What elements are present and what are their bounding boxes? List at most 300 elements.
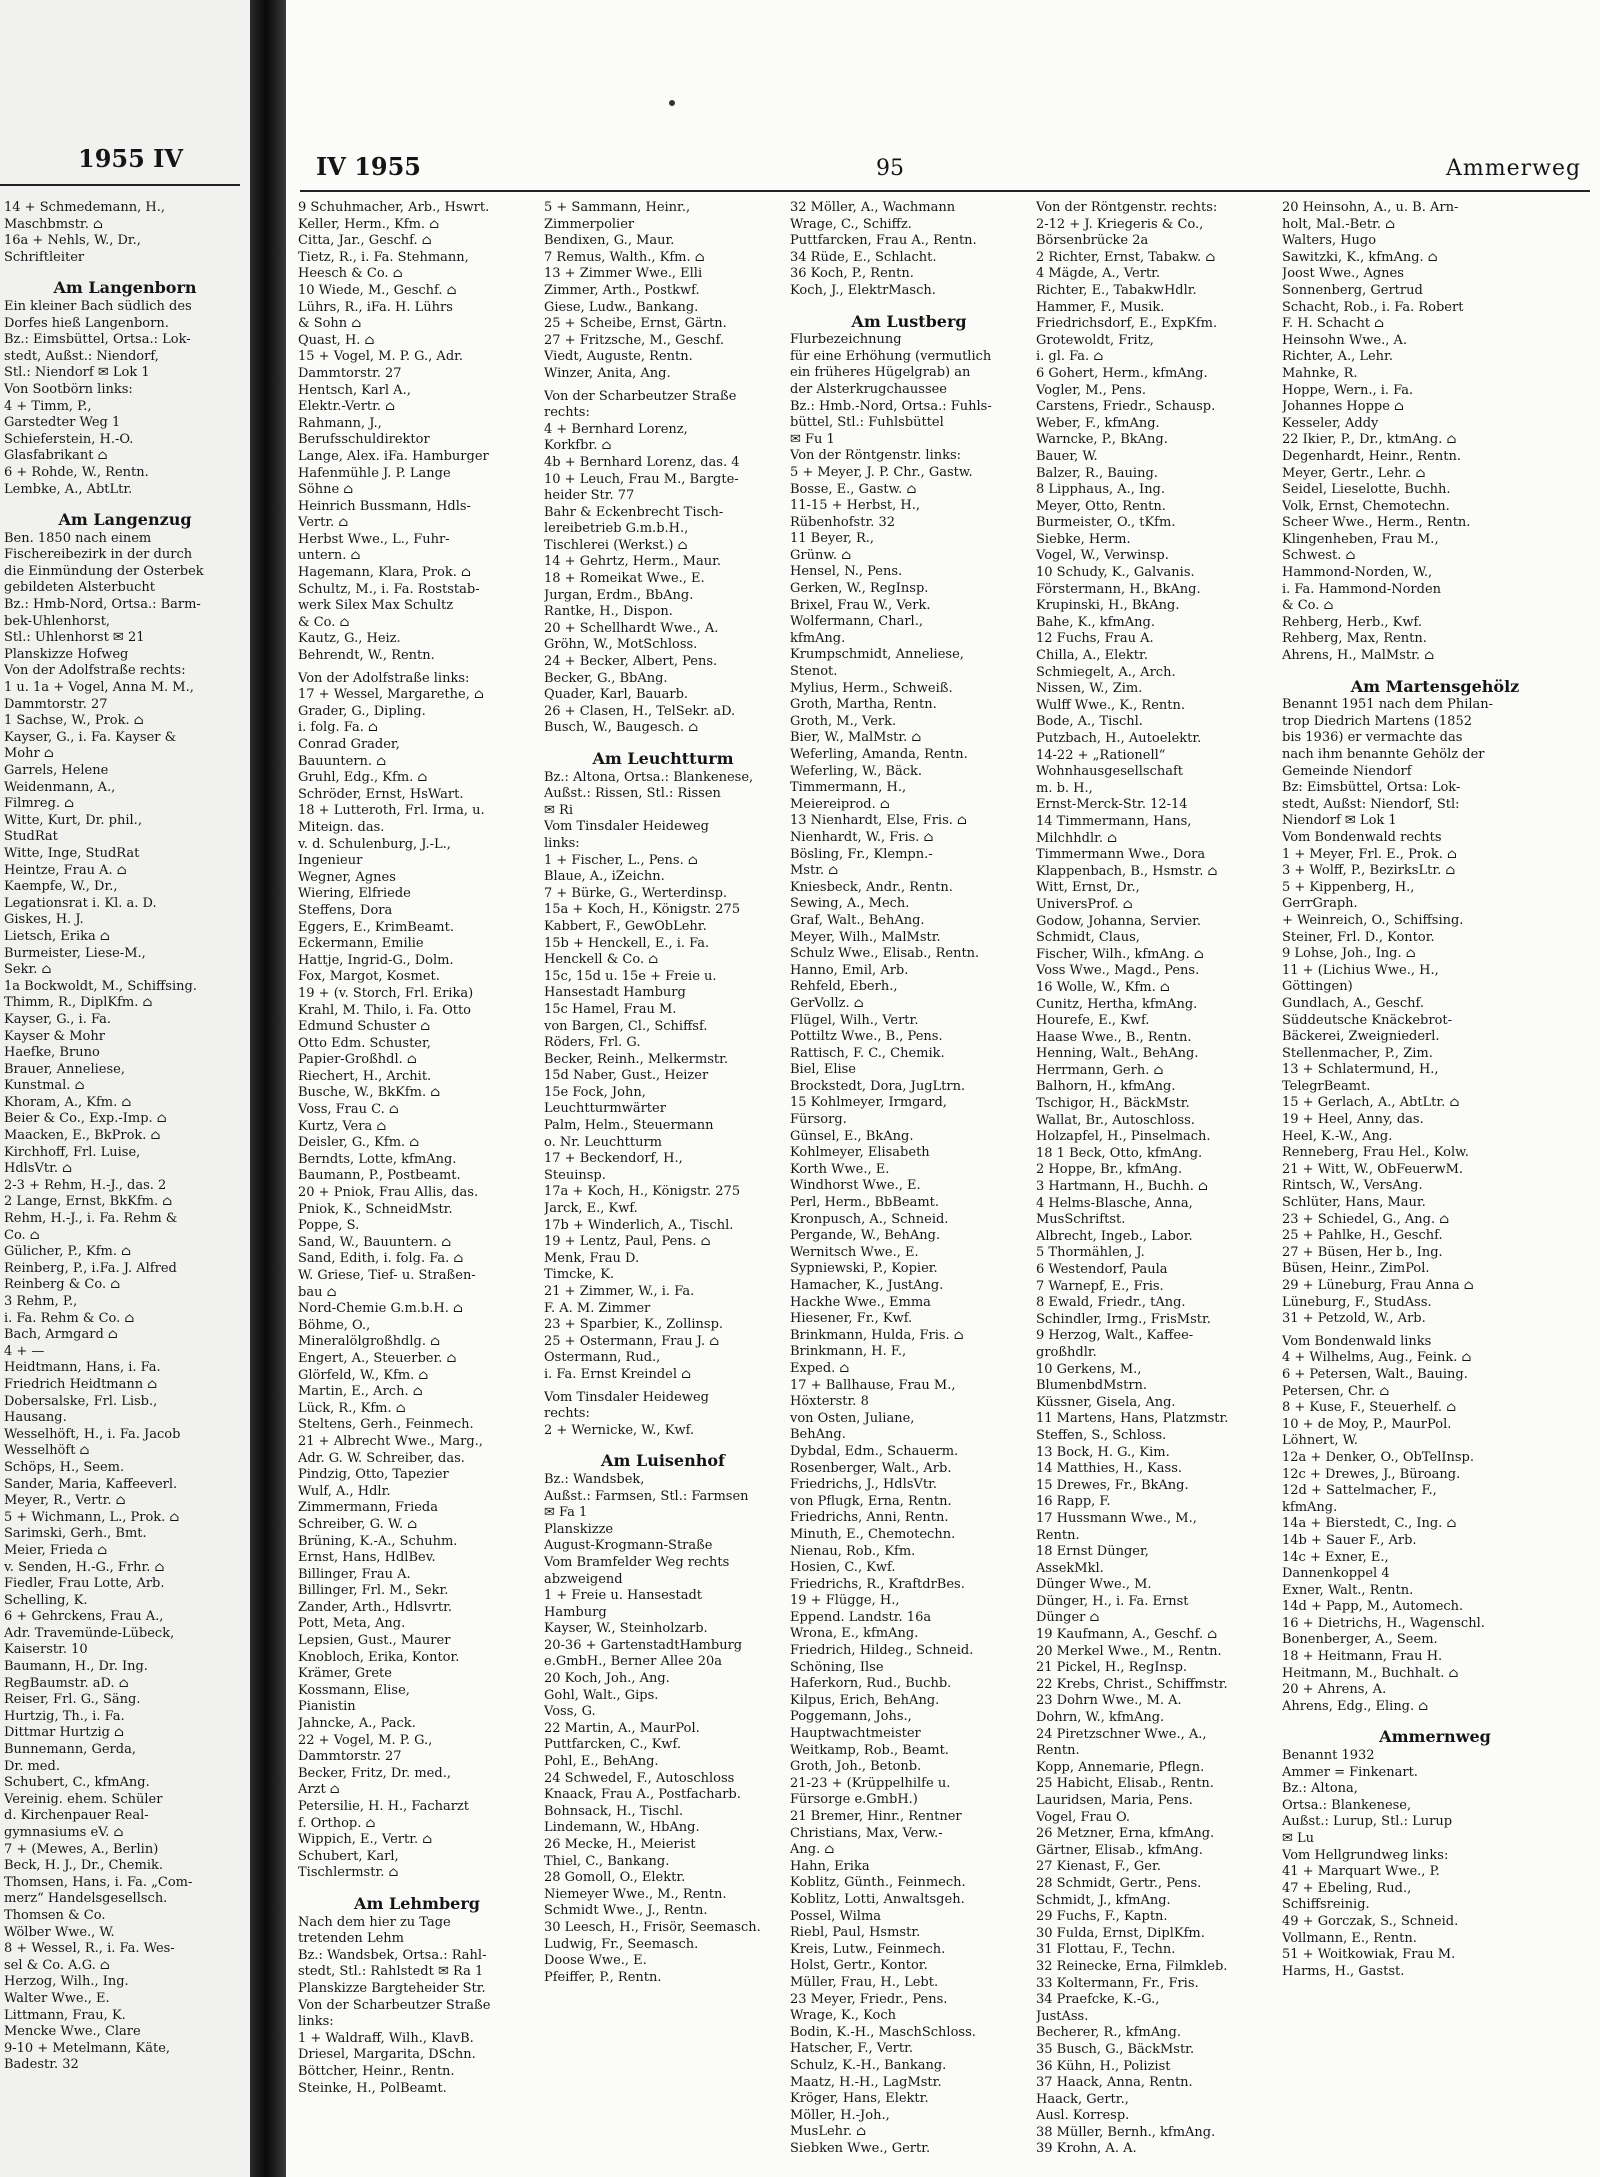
directory-entry: Ernst, Hans, HdlBev. [298, 1550, 436, 1566]
directory-entry: Bz.: Altona, Ortsa.: Blankenese, [544, 769, 754, 785]
directory-entry: Steiner, Frl. D., Kontor. [1282, 929, 1435, 945]
directory-entry: F. H. Schacht ⌂ [1282, 316, 1385, 332]
directory-entry: Walter Wwe., E. [4, 1990, 110, 2006]
directory-entry: i. Fa. Rehm & Co. ⌂ [4, 1310, 135, 1326]
directory-entry: Hafenmühle J. P. Lange [298, 465, 451, 481]
directory-entry: 15d Naber, Gust., Heizer [544, 1068, 709, 1084]
directory-entry: 3 + Wolff, P., BezirksLtr. ⌂ [1282, 863, 1456, 879]
directory-entry: Heinrich Bussmann, Hdls- [298, 498, 471, 514]
directory-entry: 7 Warnepf, E., Fris. [1036, 1278, 1164, 1294]
directory-entry: 4 + Wilhelms, Aug., Feink. ⌂ [1282, 1350, 1472, 1366]
directory-entry: Blaue, A., iZeichn. [544, 869, 665, 885]
directory-entry: 49 + Gorczak, S., Schneid. [1282, 1913, 1459, 1929]
directory-entry: 24 Schwedel, F., Autoschloss [544, 1770, 735, 1786]
directory-entry: Müller, Frau, H., Lebt. [790, 1974, 939, 1990]
directory-entry: Bz.: Wandsbek, [544, 1471, 645, 1487]
directory-entry: Dr. med. [4, 1758, 60, 1774]
directory-entry: Bz.: Hmb-Nord, Ortsa.: Barm- [4, 597, 201, 613]
directory-entry: Von der Adolfstraße links: [298, 670, 470, 686]
directory-entry: 8 Lipphaus, A., Ing. [1036, 482, 1166, 498]
spacer [544, 1439, 782, 1445]
directory-entry: Nienau, Rob., Kfm. [790, 1543, 916, 1559]
directory-entry: Voss, Frau C. ⌂ [298, 1102, 399, 1118]
directory-entry: 13 + Zimmer Wwe., Elli [544, 266, 703, 282]
directory-entry: Legationsrat i. Kl. a. D. [4, 895, 157, 911]
directory-entry: Vertr. ⌂ [298, 515, 349, 531]
directory-entry: 5 Thormählen, J. [1036, 1245, 1145, 1261]
directory-entry: Vom Tinsdaler Heideweg [544, 819, 709, 835]
directory-entry: Ludwig, Fr., Seemasch. [544, 1936, 699, 1952]
directory-entry: Wölber Wwe., W. [4, 1924, 115, 1940]
directory-entry: 22 Martin, A., MaurPol. [544, 1720, 700, 1736]
directory-entry: Hoppe, Wern., i. Fa. [1282, 382, 1414, 398]
directory-entry: Zimmermann, Frieda [298, 1500, 438, 1516]
directory-entry: 4 Mägde, A., Vertr. [1036, 266, 1161, 282]
directory-entry: HdlsVtr. ⌂ [4, 1161, 73, 1177]
directory-entry: Kayser, W., Steinholzarb. [544, 1621, 708, 1637]
directory-entry: Poggemann, Johs., [790, 1709, 912, 1725]
directory-entry: Kautz, G., Heiz. [298, 631, 401, 647]
directory-entry: Herzog, Wilh., Ing. [4, 1974, 129, 1990]
directory-entry: 10 + de Moy, P., MaurPol. [1282, 1416, 1452, 1432]
directory-entry: 21 + Witt, W., ObFeuerwM. [1282, 1161, 1464, 1177]
directory-entry: Conrad Grader, [298, 737, 400, 752]
directory-entry: Brinkmann, H. F., [790, 1344, 907, 1360]
directory-entry: Timmermann Wwe., Dora [1036, 847, 1206, 863]
directory-entry: Witte, Kurt, Dr. phil., [4, 812, 142, 828]
directory-entry: Kayser, G., i. Fa. Kayser & [4, 729, 177, 745]
directory-entry: Holst, Gertr., Kontor. [790, 1958, 928, 1974]
directory-entry: Herrmann, Gerh. ⌂ [1036, 1062, 1164, 1078]
directory-entry: Billinger, Frl. M., Sekr. [298, 1583, 449, 1599]
directory-entry: Stl.: Uhlenhorst ✉ 21 [4, 630, 145, 646]
directory-entry: BehAng. [790, 1427, 846, 1443]
directory-entry: Burmeister, Liese-M., [4, 945, 146, 961]
directory-entry: 2-12 + J. Kriegeris & Co., [1036, 216, 1204, 232]
directory-entry: Schieferstein, H.-O. [4, 431, 134, 447]
directory-entry: Ammer = Finkenart. [1282, 1764, 1418, 1780]
directory-entry: von Bargen, Cl., Schiffsf. [544, 1018, 708, 1034]
directory-entry: 2 + Wernicke, W., Kwf. [544, 1422, 695, 1438]
directory-entry: Reinberg & Co. ⌂ [4, 1277, 121, 1293]
directory-entry: Winzer, Anita, Ang. [544, 365, 671, 381]
directory-entry: Wrona, E., kfmAng. [790, 1626, 919, 1642]
right-page [286, 0, 1600, 2177]
directory-entry: 21-23 + (Krüppelhilfe u. [790, 1775, 951, 1791]
directory-entry: Lührs, R., iFa. H. Lührs [298, 299, 453, 315]
directory-entry: Hammond-Norden, W., [1282, 565, 1433, 581]
directory-entry: 4 + Bernhard Lorenz, [544, 421, 688, 437]
directory-entry: Puttfarcken, C., Kwf. [544, 1737, 682, 1753]
directory-entry: Vollmann, E., Rentn. [1282, 1930, 1417, 1946]
directory-entry: 19 + Flügge, H., [790, 1593, 900, 1609]
directory-entry: Dobersalske, Frl. Lisb., [4, 1393, 158, 1409]
directory-entry: Schmidt, J., kfmAng. [1036, 1892, 1171, 1908]
directory-entry: Rosenberger, Walt., Arb. [790, 1460, 952, 1476]
directory-entry: Schlüter, Hans, Maur. [1282, 1195, 1426, 1211]
directory-entry: AssekMkl. [1036, 1560, 1104, 1576]
directory-entry: Außst.: Rissen, Stl.: Rissen [544, 786, 721, 802]
directory-entry: 9 Herzog, Walt., Kaffee- [1036, 1328, 1194, 1344]
directory-entry: Littmann, Frau, K. [4, 2007, 126, 2023]
directory-entry: Khoram, A., Kfm. ⌂ [4, 1094, 132, 1110]
directory-entry: Becherer, R., kfmAng. [1036, 2025, 1181, 2041]
directory-entry: ein früheres Hügelgrab) an [790, 365, 971, 381]
directory-entry: Adr. Travemünde-Lübeck, [4, 1625, 175, 1641]
directory-entry: Benannt 1932 [1282, 1748, 1375, 1764]
directory-entry: Gärtner, Elisab., kfmAng. [1036, 1842, 1203, 1858]
directory-entry: Putzbach, H., Autoelektr. [1036, 731, 1202, 746]
directory-entry: Wippich, E., Vertr. ⌂ [298, 1832, 433, 1848]
directory-entry: Wallat, Br., Autoschloss. [1036, 1112, 1195, 1128]
directory-entry: Wulff Wwe., K., Rentn. [1036, 697, 1186, 713]
directory-entry: Kurtz, Vera ⌂ [298, 1118, 387, 1134]
directory-entry: d. Kirchenpauer Real- [4, 1808, 149, 1824]
directory-entry: Bösling, Fr., Klempn.- [790, 846, 933, 862]
directory-entry: 13 Nienhardt, Else, Fris. ⌂ [790, 813, 967, 829]
directory-entry: Kröger, Hans, Elektr. [790, 2091, 929, 2107]
directory-entry: 15 + Vogel, M. P. G., Adr. [298, 349, 464, 365]
directory-entry: Siebken Wwe., Gertr. [790, 2140, 931, 2156]
directory-entry: 23 + Sparbier, K., Zollinsp. [544, 1317, 724, 1333]
directory-entry: 15 Drewes, Fr., BkAng. [1036, 1477, 1189, 1493]
directory-entry: 8 + Wessel, R., i. Fa. Wes- [4, 1941, 175, 1957]
directory-entry: gebildeten Alsterbucht [4, 580, 156, 596]
directory-entry: 14 Timmermann, Hans, [1036, 813, 1192, 829]
directory-entry: F. A. M. Zimmer [544, 1300, 651, 1316]
directory-entry: Kohlmeyer, Elisabeth [790, 1145, 930, 1161]
directory-entry: Fox, Margot, Kosmet. [298, 969, 440, 985]
directory-entry: Mahnke, R. [1282, 365, 1358, 381]
directory-entry: Holzapfel, H., Pinselmach. [1036, 1129, 1211, 1145]
directory-entry: 7 Remus, Walth., Kfm. ⌂ [544, 249, 705, 265]
directory-entry: Schultz, M., i. Fa. Roststab- [298, 581, 480, 597]
street-heading: Am Lehmberg [354, 1893, 480, 1913]
right-page-header-rule [300, 190, 1590, 192]
directory-entry: Ben. 1850 nach einem [4, 530, 152, 546]
directory-entry: Joost Wwe., Agnes [1282, 266, 1404, 282]
directory-entry: Elektr.-Vertr. ⌂ [298, 399, 396, 415]
directory-entry: Heintze, Frau A. ⌂ [4, 862, 127, 878]
directory-entry: Schulz Wwe., Elisab., Rentn. [790, 946, 980, 962]
directory-entry: Steffens, Dora [298, 902, 393, 918]
directory-entry: 11 Martens, Hans, Platzmstr. [1036, 1411, 1229, 1427]
directory-entry: Günsel, E., BkAng. [790, 1128, 914, 1144]
directory-entry: 26 Mecke, H., Meierist [544, 1837, 696, 1852]
directory-entry: Sekr. ⌂ [4, 962, 52, 978]
directory-entry: o. Nr. Leuchtturm [544, 1134, 663, 1150]
directory-entry: 12a + Denker, O., ObTelInsp. [1282, 1449, 1474, 1465]
directory-entry: Sand, Edith, i. folg. Fa. ⌂ [298, 1251, 464, 1267]
street-column-3 [790, 200, 1028, 2160]
directory-entry: Kaempfe, W., Dr., [4, 879, 118, 895]
directory-entry: Vogel, Frau O. [1036, 1809, 1130, 1825]
directory-entry: Volk, Ernst, Chemotechn. [1282, 498, 1450, 514]
directory-entry: 15c Hamel, Frau M. [544, 1001, 677, 1017]
directory-entry: 14c + Exner, E., [1282, 1549, 1389, 1565]
directory-entry: 16 Wolle, W., Kfm. ⌂ [1036, 979, 1170, 995]
directory-entry: Wohnhausgesellschaft [1036, 764, 1184, 780]
directory-entry: Weidenmann, A., [4, 779, 116, 795]
directory-entry: 11-15 + Herbst, H., [790, 498, 920, 514]
directory-entry: i. Fa. Hammond-Norden [1282, 581, 1442, 597]
directory-entry: 26 Metzner, Erna, kfmAng. [1036, 1826, 1215, 1842]
directory-entry: Beck, H. J., Dr., Chemik. [4, 1858, 163, 1874]
directory-entry: Weber, F., kfmAng. [1036, 415, 1160, 431]
directory-entry: Von der Scharbeutzer Straße [544, 388, 737, 404]
directory-entry: Böhme, O., [298, 1317, 371, 1333]
directory-entry: 2 Richter, Ernst, Tabakw. ⌂ [1036, 249, 1216, 265]
directory-entry: 8 + Kuse, F., Steuerhelf. ⌂ [1282, 1400, 1457, 1416]
directory-entry: i. Fa. Ernst Kreindel ⌂ [544, 1366, 692, 1382]
directory-entry: 41 + Marquart Wwe., P. [1282, 1864, 1440, 1880]
directory-entry: der Alsterkrugchaussee [790, 381, 948, 397]
directory-entry: Behrendt, W., Rentn. [298, 648, 435, 664]
directory-entry: 20 + Schellhardt Wwe., A. [544, 620, 719, 636]
directory-entry: Fischer, Wilh., kfmAng. ⌂ [1036, 946, 1204, 962]
directory-entry: Puttfarcken, Frau A., Rentn. [790, 233, 977, 249]
spacer [1282, 665, 1588, 671]
directory-entry: 28 Gomoll, O., Elektr. [544, 1870, 686, 1886]
directory-entry: Gohl, Walt., Gips. [544, 1687, 659, 1703]
directory-entry: 14a + Bierstedt, C., Ing. ⌂ [1282, 1516, 1457, 1532]
directory-entry: Garstedter Weg 1 [4, 415, 121, 431]
directory-entry: Richter, E., TabakwHdlr. [1036, 282, 1197, 298]
directory-entry: Kaiserstr. 10 [4, 1642, 88, 1658]
directory-entry: Glasfabrikant ⌂ [4, 448, 108, 464]
directory-entry: 21 Bremer, Hinr., Rentner [790, 1809, 962, 1824]
directory-entry: stedt, Außst: Niendorf, Stl: [1282, 796, 1460, 812]
directory-entry: 13 Bock, H. G., Kim. [1036, 1444, 1170, 1460]
directory-entry: Ingenieur [298, 853, 363, 869]
directory-entry: Bäckerei, Zweigniederl. [1282, 1029, 1440, 1045]
directory-entry: Gerken, W., RegInsp. [790, 581, 929, 597]
directory-entry: 18 Ernst Dünger, [1036, 1544, 1149, 1560]
directory-entry: Fürsorge e.GmbH.) [790, 1792, 918, 1808]
directory-entry: 4 + Timm, P., [4, 398, 92, 414]
directory-entry: Timmermann, H., [790, 780, 907, 796]
directory-entry: 7 + (Mewes, A., Berlin) [4, 1841, 159, 1857]
directory-entry: 7 + Bürke, G., Werterdinsp. [544, 885, 728, 901]
directory-entry: Pott, Meta, Ang. [298, 1616, 406, 1632]
directory-entry: Badestr. 32 [4, 2057, 79, 2073]
directory-entry: Zimmerpolier [544, 216, 635, 232]
directory-entry: Brinkmann, Hulda, Fris. ⌂ [790, 1327, 964, 1343]
directory-entry: Menk, Frau D. [544, 1250, 640, 1266]
directory-entry: Riechert, H., Archit. [298, 1068, 432, 1084]
right-page-header-left: IV 1955 [316, 152, 421, 181]
directory-entry: 21 + Albrecht Wwe., Marg., [298, 1433, 483, 1449]
directory-entry: Klappenbach, B., Hsmstr. ⌂ [1036, 863, 1218, 879]
directory-entry: bau ⌂ [298, 1284, 337, 1300]
directory-entry: m. b. H., [1036, 780, 1093, 796]
directory-entry: Godow, Johanna, Servier. [1036, 913, 1202, 929]
directory-entry: 6 + Gehrckens, Frau A., [4, 1609, 164, 1625]
directory-entry: Meyer, R., Vertr. ⌂ [4, 1493, 126, 1509]
directory-entry: Meiereiprod. ⌂ [790, 796, 890, 812]
directory-entry: Höxterstr. 8 [790, 1394, 869, 1410]
directory-entry: Bz: Eimsbüttel, Ortsa: Lok- [1282, 780, 1461, 796]
directory-entry: Miteign. das. [298, 819, 385, 835]
directory-entry: 36 Kühn, H., Polizist [1036, 2058, 1171, 2074]
directory-entry: Schmidt, Claus, [1036, 930, 1140, 946]
directory-entry: trop Diedrich Martens (1852 [1282, 713, 1472, 729]
directory-entry: Schubert, C., kfmAng. [4, 1775, 150, 1791]
directory-entry: büttel, Stl.: Fuhlsbüttel [790, 415, 944, 431]
directory-entry: Adr. G. W. Schreiber, das. [298, 1450, 465, 1466]
directory-entry: Possel, Wilma [790, 1908, 882, 1924]
directory-entry: Hagemann, Klara, Prok. ⌂ [298, 565, 471, 581]
directory-entry: Edmund Schuster ⌂ [298, 1019, 431, 1035]
directory-entry: 14 Matthies, H., Kass. [1036, 1461, 1183, 1477]
directory-entry: rechts: [544, 1406, 590, 1422]
directory-entry: 39 Krohn, A. A. [1036, 2141, 1137, 2157]
directory-entry: W. Griese, Tief- u. Straßen- [298, 1268, 476, 1283]
directory-entry: 35 Busch, G., BäckMstr. [1036, 2041, 1195, 2057]
directory-entry: stedt, Außst.: Niendorf, [4, 348, 159, 364]
directory-entry: Carstens, Friedr., Schausp. [1036, 399, 1216, 415]
directory-entry: August-Krogmann-Straße [544, 1538, 713, 1554]
directory-entry: Balzer, R., Bauing. [1036, 465, 1158, 481]
directory-entry: Wernitsch Wwe., E. [790, 1244, 919, 1260]
directory-entry: 16a + Nehls, W., Dr., [4, 233, 141, 249]
directory-entry: Meyer, Gertr., Lehr. ⌂ [1282, 465, 1426, 481]
directory-entry: 20-36 + GartenstadtHamburg [544, 1637, 743, 1653]
directory-entry: Süddeutsche Knäckebrot- [1282, 1012, 1453, 1028]
directory-entry: Göttingen) [1282, 979, 1353, 995]
directory-entry: Milchhdlr. ⌂ [1036, 830, 1118, 846]
directory-entry: 19 + Heel, Anny, das. [1282, 1112, 1424, 1128]
directory-entry: Harms, H., Gastst. [1282, 1963, 1405, 1979]
directory-entry: 37 Haack, Anna, Rentn. [1036, 2075, 1193, 2091]
directory-entry: 13 + Schlatermund, H., [1282, 1062, 1439, 1078]
directory-entry: großhdlr. [1036, 1344, 1097, 1360]
directory-entry: Schöps, H., Seem. [4, 1459, 125, 1475]
directory-entry: ✉ Lu [1282, 1831, 1315, 1846]
directory-entry: Giese, Ludw., Bankang. [544, 299, 699, 315]
directory-entry: Nissen, W., Zim. [1036, 681, 1143, 697]
directory-entry: Brixel, Frau W., Verk. [790, 597, 931, 613]
directory-entry: 23 + Schiedel, G., Ang. ⌂ [1282, 1211, 1450, 1227]
directory-entry: Grader, G., Dipling. [298, 703, 426, 719]
directory-entry: Mencke Wwe., Clare [4, 2024, 141, 2040]
directory-entry: Degenhardt, Heinr., Rentn. [1282, 448, 1461, 464]
directory-entry: von Osten, Juliane, [790, 1410, 915, 1426]
directory-entry: Arzt ⌂ [298, 1782, 340, 1798]
directory-entry: Johannes Hoppe ⌂ [1282, 399, 1404, 415]
directory-entry: Sander, Maria, Kaffeeverl. [4, 1476, 178, 1492]
directory-entry: Hensel, N., Pens. [790, 564, 903, 580]
directory-entry: Tietz, R., i. Fa. Stehmann, [298, 249, 469, 265]
directory-entry: 17a + Koch, H., Königstr. 275 [544, 1184, 741, 1200]
directory-entry: Schubert, Karl, [298, 1848, 399, 1864]
directory-entry: Ein kleiner Bach südlich des [4, 298, 192, 314]
directory-entry: 33 Koltermann, Fr., Fris. [1036, 1975, 1199, 1991]
street-heading: Am Lustberg [851, 311, 967, 331]
directory-entry: Weferling, Amanda, Rentn. [790, 747, 968, 762]
directory-entry: 10 + Leuch, Frau M., Bargte- [544, 471, 739, 487]
directory-entry: 6 + Rohde, W., Rentn. [4, 464, 149, 480]
directory-entry: Martin, E., Arch. ⌂ [298, 1384, 423, 1400]
directory-entry: Dannenkoppel 4 [1282, 1566, 1390, 1582]
directory-entry: Friedrich, Hildeg., Schneid. [790, 1643, 974, 1659]
directory-entry: Büsen, Heinr., ZimPol. [1282, 1261, 1430, 1277]
directory-entry: ✉ Fa 1 [544, 1505, 588, 1521]
directory-entry: Becker, Fritz, Dr. med., [298, 1765, 451, 1781]
directory-entry: Eppend. Landstr. 16a [790, 1609, 932, 1625]
directory-entry: Thomsen & Co. [4, 1907, 106, 1923]
directory-entry: Doose Wwe., E. [544, 1953, 647, 1969]
directory-entry: 12 Fuchs, Frau A. [1036, 631, 1154, 647]
directory-entry: v. d. Schulenburg, J.-L., [298, 836, 451, 852]
directory-entry: Gundlach, A., Geschf. [1282, 995, 1424, 1011]
directory-entry: Vogel, W., Verwinsp. [1036, 548, 1169, 564]
directory-entry: Rintsch, W., VersAng. [1282, 1178, 1423, 1194]
directory-entry: Koblitz, Günth., Feinmech. [790, 1875, 966, 1891]
directory-entry: Hammer, F., Musik. [1036, 299, 1165, 315]
directory-entry: Lange, Alex. iFa. Hamburger [298, 448, 489, 464]
directory-entry: Bunnemann, Gerda, [4, 1742, 136, 1758]
directory-entry: Schiffsreinig. [1282, 1897, 1370, 1913]
directory-entry: Rahmann, J., [298, 415, 382, 431]
directory-entry: 26 + Clasen, H., TelSekr. aD. [544, 703, 736, 719]
directory-entry: Balhorn, H., kfmAng. [1036, 1079, 1176, 1095]
directory-entry: Dammtorstr. 27 [4, 696, 108, 712]
directory-entry: Perl, Herm., BbBeamt. [790, 1195, 940, 1211]
directory-entry: + Weinreich, O., Schiffsing. [1282, 912, 1464, 928]
directory-entry: Sewing, A., Mech. [790, 896, 910, 912]
directory-entry: 12c + Drewes, J., Büroang. [1282, 1466, 1461, 1482]
directory-entry: 14d + Papp, M., Automech. [1282, 1599, 1464, 1615]
directory-entry: Rentn. [1036, 1743, 1080, 1759]
street-heading: Ammernweg [1379, 1727, 1491, 1747]
directory-entry: 27 + Büsen, Her b., Ing. [1282, 1244, 1443, 1260]
directory-entry: Witte, Inge, StudRat [4, 845, 140, 861]
directory-entry: & Sohn ⌂ [298, 316, 362, 332]
directory-entry: Bonenberger, A., Seem. [1282, 1632, 1438, 1648]
directory-entry: 4 Helms-Blasche, Anna, [1036, 1195, 1193, 1211]
directory-entry: Rehfeld, Eberh., [790, 979, 898, 995]
directory-entry: Pohl, E., BehAng. [544, 1754, 659, 1770]
directory-entry: 3 Rehm, P., [4, 1294, 78, 1309]
directory-entry: Bz.: Altona, [1282, 1781, 1358, 1797]
directory-entry: Gröhn, W., MotSchloss. [544, 637, 698, 653]
directory-entry: Steuinsp. [544, 1167, 606, 1183]
directory-entry: ✉ Ri [544, 802, 573, 818]
directory-entry: Eggers, E., KrimBeamt. [298, 919, 454, 935]
directory-entry: Henckell & Co. ⌂ [544, 952, 659, 968]
directory-entry: Kabbert, F., GewObLehr. [544, 918, 707, 934]
directory-entry: Krämer, Grete [298, 1666, 392, 1682]
directory-entry: Friedrichs, Anni, Rentn. [790, 1510, 949, 1526]
directory-entry: 36 Koch, P., Rentn. [790, 266, 914, 282]
directory-entry: Heel, K.-W., Ang. [1282, 1128, 1393, 1144]
directory-entry: 1 + Meyer, Frl. E., Prok. ⌂ [1282, 846, 1457, 862]
directory-entry: 10 Schudy, K., Galvanis. [1036, 565, 1195, 581]
directory-entry: von Pflugk, Erna, Rentn. [790, 1493, 952, 1509]
directory-entry: 17 + Wessel, Margarethe, ⌂ [298, 687, 484, 703]
directory-entry: Planskizze Hofweg [4, 646, 129, 662]
directory-entry: Koblitz, Lotti, Anwaltsgeh. [790, 1891, 965, 1907]
directory-entry: Giskes, H. J. [4, 912, 84, 928]
directory-entry: Hackhe Wwe., Emma [790, 1294, 931, 1310]
directory-entry: Söhne ⌂ [298, 482, 354, 498]
directory-entry: Krahl, M. Thilo, i. Fa. Otto [298, 1002, 472, 1018]
directory-entry: 30 Fulda, Ernst, DiplKfm. [1036, 1925, 1205, 1941]
directory-entry: Exped. ⌂ [790, 1360, 850, 1376]
directory-entry: 29 + Lüneburg, Frau Anna ⌂ [1282, 1278, 1474, 1293]
directory-entry: 22 + Vogel, M. P. G., [298, 1732, 433, 1748]
